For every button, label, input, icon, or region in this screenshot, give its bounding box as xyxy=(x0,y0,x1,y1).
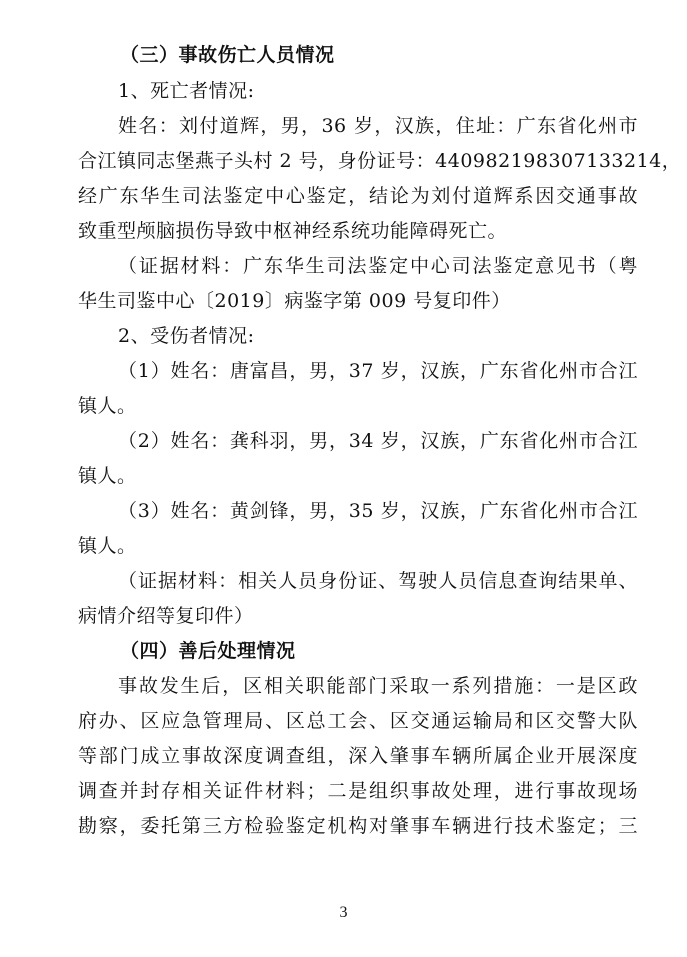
page-number: 3 xyxy=(339,904,348,921)
aftermath-paragraph-line: 勘察，委托第三方检验鉴定机构对肇事车辆进行技术鉴定；三 xyxy=(78,815,638,837)
aftermath-paragraph-line: 府办、区应急管理局、区总工会、区交通运输局和区交警大队 xyxy=(78,710,638,732)
deceased-paragraph-line: 致重型颅脑损伤导致中枢神经系统功能障碍死亡。 xyxy=(78,220,508,242)
injured-evidence-line: 病情介绍等复印件） xyxy=(78,605,254,627)
injured-person-3: （3）姓名：黄剑锋，男，35 岁，汉族，广东省化州市合江 xyxy=(118,500,638,522)
deceased-paragraph-line: 合江镇同志堡燕子头村 2 号，身份证号：440982198307133214， xyxy=(78,150,682,172)
injured-subtitle: 2、受伤者情况: xyxy=(118,325,255,347)
deceased-subtitle: 1、死亡者情况: xyxy=(118,80,255,102)
section-heading-casualties: （三）事故伤亡人员情况 xyxy=(120,44,335,66)
deceased-paragraph-line: 姓名：刘付道辉，男，36 岁，汉族，住址：广东省化州市 xyxy=(118,115,638,137)
deceased-paragraph-line: 经广东华生司法鉴定中心鉴定，结论为刘付道辉系因交通事故 xyxy=(78,185,638,207)
aftermath-paragraph-line: 等部门成立事故深度调查组，深入肇事车辆所属企业开展深度 xyxy=(78,745,638,767)
injured-evidence-line: （证据材料：相关人员身份证、驾驶人员信息查询结果单、 xyxy=(118,570,638,592)
aftermath-paragraph-line: 事故发生后，区相关职能部门采取一系列措施：一是区政 xyxy=(118,675,638,697)
injured-person-2: （2）姓名：龚科羽，男，34 岁，汉族，广东省化州市合江 xyxy=(118,430,638,452)
injured-person-1: （1）姓名：唐富昌，男，37 岁，汉族，广东省化州市合江 xyxy=(118,360,638,382)
deceased-evidence-line: 华生司鉴中心〔2019〕病鉴字第 009 号复印件） xyxy=(78,290,511,312)
injured-person-2-continued: 镇人。 xyxy=(78,465,137,487)
injured-person-3-continued: 镇人。 xyxy=(78,535,137,557)
injured-person-1-continued: 镇人。 xyxy=(78,395,137,417)
aftermath-paragraph-line: 调查并封存相关证件材料；二是组织事故处理，进行事故现场 xyxy=(78,780,638,802)
deceased-evidence-line: （证据材料：广东华生司法鉴定中心司法鉴定意见书（粤 xyxy=(118,255,638,277)
section-heading-aftermath: （四）善后处理情况 xyxy=(120,640,296,662)
